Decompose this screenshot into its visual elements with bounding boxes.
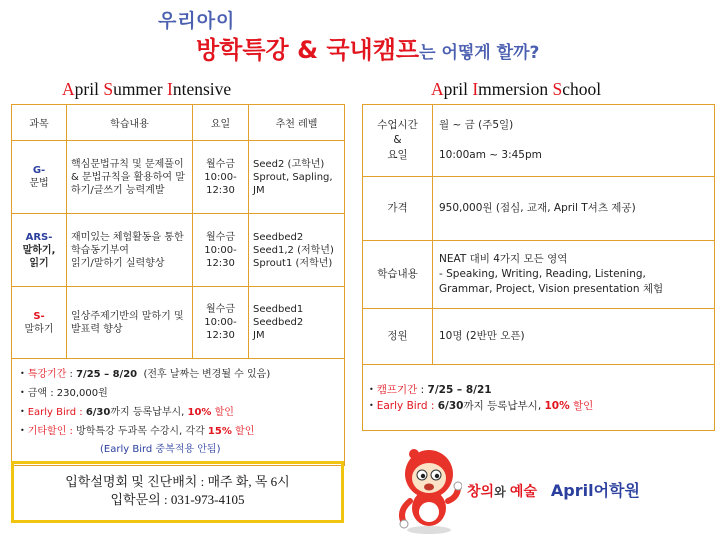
brand-and: 와: [494, 485, 510, 499]
subject-name: 말하기, 읽기: [22, 244, 56, 269]
subject-cell: [12, 287, 67, 359]
content-cell: 핵심문법규칙 및 문제풀이 & 문법규칙을 활용하여 말하기/글쓰기 능력계발: [67, 141, 193, 214]
title-part: pril: [74, 79, 104, 99]
early-bird-date: 6/30: [85, 407, 111, 418]
title-part: ntensive: [172, 79, 232, 99]
content-cell: 일상주제기반의 말하기 및 발표력 향상: [67, 287, 193, 359]
subject-cell: [12, 141, 67, 214]
camp-period-label: 캠프기간: [376, 383, 418, 396]
level-cell: Seedbed2 Seed1,2 (저학년) Sprout1 (저학년): [249, 214, 345, 287]
other-discount-label: 기타할인 :: [27, 426, 77, 437]
discount-word: 할인: [569, 399, 594, 412]
subject-code: G-: [32, 165, 46, 176]
other-discount-percent: 15%: [207, 426, 232, 437]
notes-row: [363, 365, 715, 431]
academy-brand: [467, 478, 640, 501]
immersion-school-title: [431, 79, 601, 100]
subject-cell: [12, 214, 67, 287]
fee-text: 금액 : 230,000원: [27, 388, 108, 399]
title-part: mmersion: [478, 79, 553, 99]
title-initial: S: [103, 79, 114, 99]
title-initial: A: [431, 79, 444, 99]
brand-art: 예술: [509, 484, 537, 500]
header-title-suffix: 는 어떻게 할까?: [419, 43, 540, 63]
early-bird-note: • Early Bird : 6/30까지 등록납부시, 10% 할인: [20, 407, 234, 418]
table-row: [363, 105, 715, 177]
camp-period-note: • 캠프기간 : 7/25 – 8/21: [369, 383, 492, 396]
subject-name: 말하기: [24, 323, 54, 335]
table-header-row: [12, 105, 345, 141]
header-subject: 과목: [12, 105, 67, 141]
header-day: 요일: [193, 105, 249, 141]
schedule-cell: 월수금 10:00- 12:30: [193, 141, 249, 214]
title-part: ummer: [113, 79, 168, 99]
period-label: 특강기간: [27, 369, 67, 380]
other-discount-comment: (Early Bird 중복적용 안됨): [100, 444, 221, 455]
row-value: 월 ~ 금 (주5일) 10:00am ~ 3:45pm: [433, 105, 715, 177]
title-part: chool: [562, 79, 602, 99]
fee-note: • 금액 : 230,000원: [20, 388, 108, 399]
early-bird-percent: 10%: [544, 399, 570, 412]
brand-creativity: 창의: [467, 484, 495, 500]
table-row: [363, 241, 715, 309]
notes-cell: [12, 359, 345, 466]
other-discount-text: 방학특강 두과목 수강시, 각각: [76, 426, 208, 437]
camp-period-value: 7/25 – 8/21: [427, 383, 492, 396]
table-row: [363, 309, 715, 365]
discount-word: 할인: [231, 426, 255, 437]
row-label: 학습내용: [363, 241, 433, 309]
title-initial: A: [62, 79, 75, 99]
subject-name: 문법: [29, 178, 49, 189]
row-value: NEAT 대비 4가지 모든 영역 - Speaking, Writing, Reading, Listening, Grammar, Project, Vision presentation 체험: [433, 241, 715, 309]
early-bird-label: Early Bird :: [27, 407, 86, 418]
discount-word: 할인: [211, 407, 234, 418]
schedule-cell: 월수금 10:00- 12:30: [193, 287, 249, 359]
header-level: 추천 레벨: [249, 105, 345, 141]
notes-row: [12, 359, 345, 466]
row-value: 10명 (2반만 오픈): [433, 309, 715, 365]
table-row: [12, 287, 345, 359]
period-comment: (전후 날짜는 변경될 수 있음): [143, 369, 271, 380]
title-part: pril: [443, 79, 473, 99]
table-row: [363, 177, 715, 241]
info-line-briefing: 입학설명회 및 진단배치 : 매주 화, 목 6시: [65, 474, 290, 489]
row-label: 정원: [363, 309, 433, 365]
early-bird-text: 까지 등록납부시,: [463, 399, 545, 412]
table-row: [12, 141, 345, 214]
other-discount-note: • 기타할인 : 방학특강 두과목 수강시, 각각 15% 할인: [20, 426, 255, 437]
summer-intensive-title: [62, 79, 231, 100]
row-label: 가격: [363, 177, 433, 241]
admission-info-box: [11, 461, 344, 523]
early-bird-text: 까지 등록납부시,: [110, 407, 188, 418]
header-subtitle: 우리아이: [158, 10, 236, 32]
period-note: • 특강기간 : 7/25 – 8/20 (전후 날짜는 변경될 수 있음): [20, 369, 271, 380]
title-initial: I: [167, 79, 173, 99]
title-initial: S: [552, 79, 563, 99]
header-title: [196, 30, 539, 65]
academy-logo-text: April어학원: [550, 481, 640, 500]
summer-intensive-table: [11, 104, 345, 466]
colon: :: [417, 383, 428, 396]
title-initial: I: [472, 79, 479, 99]
content-cell: 재미있는 체험활동을 통한 학습동기부여 읽기/말하기 실력향상: [67, 214, 193, 287]
subject-code: S-: [33, 310, 45, 322]
period-value: 7/25 – 8/20: [76, 369, 138, 380]
header-content: 학습내용: [67, 105, 193, 141]
schedule-cell: 월수금 10:00- 12:30: [193, 214, 249, 287]
mascot-illustration: [396, 446, 462, 536]
early-bird-note: • Early Bird : 6/30까지 등록납부시, 10% 할인: [369, 399, 594, 412]
subject-code: ARS-: [25, 231, 53, 243]
row-value: 950,000원 (점심, 교재, April T셔츠 제공): [433, 177, 715, 241]
notes-cell: [363, 365, 715, 431]
immersion-school-table: [362, 104, 715, 431]
header-title-main: 방학특강 & 국내캠프: [196, 36, 420, 64]
colon: :: [66, 369, 77, 380]
early-bird-percent: 10%: [187, 407, 212, 418]
early-bird-label: Early Bird :: [376, 399, 438, 412]
level-cell: Seedbed1 Seedbed2 JM: [249, 287, 345, 359]
row-label: 수업시간 & 요일: [363, 105, 433, 177]
info-line-contact: 입학문의 : 031-973-4105: [110, 492, 245, 507]
early-bird-date: 6/30: [437, 399, 464, 412]
level-cell: Seed2 (고학년) Sprout, Sapling, JM: [249, 141, 345, 214]
table-row: [12, 214, 345, 287]
